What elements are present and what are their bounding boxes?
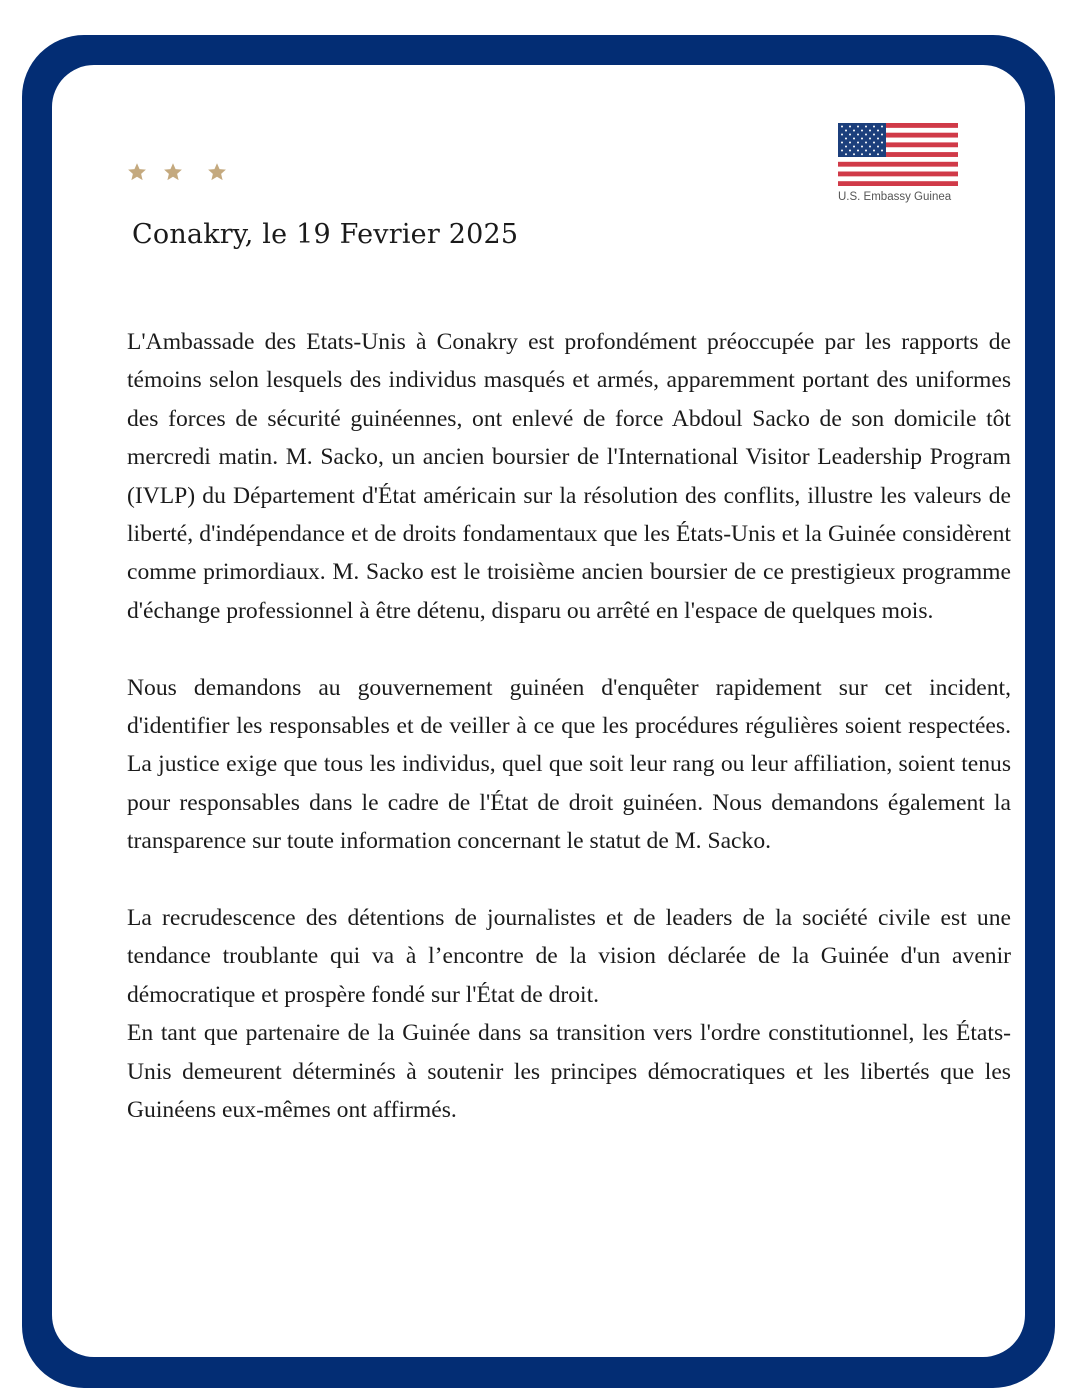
logo-caption: U.S. Embassy Guinea — [838, 191, 952, 203]
paragraph: La recrudescence des détentions de journalistes et de leaders de la société civile est une tendance troublante qui va à l’encontre de la vision déclarée de la Guinée d'un avenir démocratique et prospère fondé sur l'État de droit. — [127, 905, 1011, 1008]
paragraph: Nous demandons au gouvernement guinéen d'enquêter rapidement sur cet incident, d'identifier les responsables et de veiller à ce que les procédures régulières soient respectées. La justice exige que tous les individus, quel que soit leur rang ou leur affiliation, soient tenus pour responsables dans le cadre de l'État de droit guinéen. Nous demandons également la transparence sur toute information concernant le statut de M. Sacko. — [127, 674, 1011, 855]
us-flag-icon — [838, 123, 958, 186]
paragraph: L'Ambassade des Etats-Unis à Conakry est profondément préoccupée par les rapports de témoins selon lesquels des individus masqués et armés, apparemment portant des uniformes des forces de sécurité guinéennes, ont enlevé de force Abdoul Sacko de son domicile tôt mercredi matin. M. Sacko, un ancien boursier de l'International Visitor Leadership Program (IVLP) du Département d'État américain sur la résolution des conflits, illustre les valeurs de liberté, d'indépendance et de droits fondamentaux que les États-Unis et la Guinée considèrent comme primordiaux. M. Sacko est le troisième ancien boursier de ce prestigieux programme d'échange professionnel à être détenu, disparu ou arrêté en l'espace de quelques mois. — [127, 329, 1011, 624]
date-line: Conakry, le 19 Fevrier 2025 — [132, 219, 519, 250]
document-sheet — [52, 65, 1025, 1357]
embassy-logo — [838, 123, 960, 203]
decorative-stars — [126, 161, 228, 183]
paragraph: En tant que partenaire de la Guinée dans sa transition vers l'ordre constitutionnel, les États-Unis demeurent déterminés à soutenir les principes démocratiques et les libertés que les Guinéens eux-mêmes ont affirmés. — [127, 1020, 1011, 1124]
statement-body — [127, 323, 1011, 1130]
star-icon — [126, 161, 148, 183]
star-icon — [206, 161, 228, 183]
star-icon — [162, 161, 184, 183]
blue-frame-border — [22, 35, 1055, 1388]
